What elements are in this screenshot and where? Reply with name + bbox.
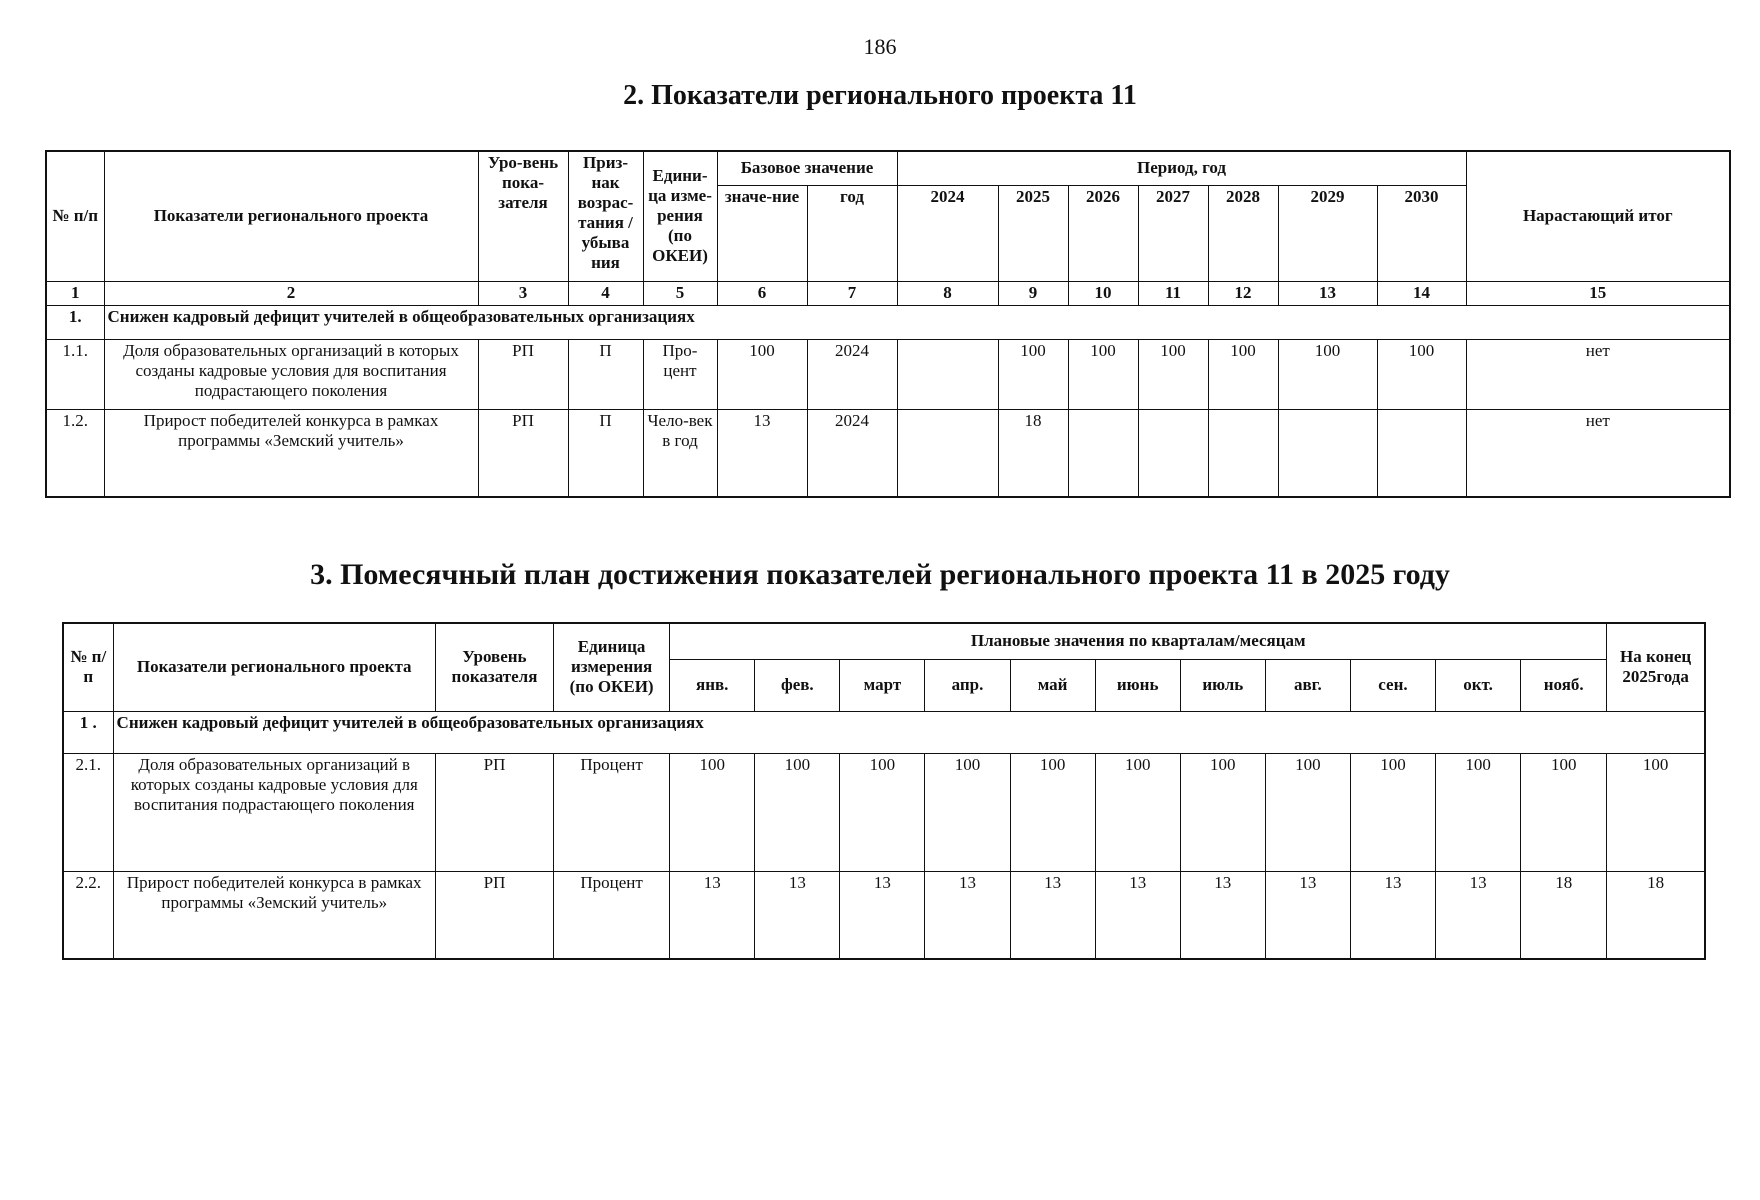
header-year: 2026 bbox=[1068, 185, 1138, 281]
row-unit: Про-цент bbox=[643, 339, 717, 409]
row-value-2024 bbox=[897, 409, 998, 497]
row-value-2030: 100 bbox=[1377, 339, 1466, 409]
section-2-title: 2. Показатели регионального проекта 11 bbox=[623, 80, 1137, 111]
row-num: 1.2. bbox=[46, 409, 104, 497]
row-month-value: 13 bbox=[925, 871, 1010, 959]
indicators-table bbox=[45, 150, 1731, 498]
table-row bbox=[63, 753, 1705, 871]
row-month-value: 100 bbox=[925, 753, 1010, 871]
row-month-value: 100 bbox=[1180, 753, 1265, 871]
row-sign: П bbox=[568, 339, 643, 409]
column-number: 11 bbox=[1138, 281, 1208, 305]
row-value-2029: 100 bbox=[1278, 339, 1377, 409]
row-unit: Процент bbox=[554, 871, 670, 959]
table-row bbox=[46, 409, 1730, 497]
table-row bbox=[63, 871, 1705, 959]
row-value-2027: 100 bbox=[1138, 339, 1208, 409]
row-month-value: 13 bbox=[1265, 871, 1350, 959]
row-month-value: 100 bbox=[1521, 753, 1607, 871]
header-cumulative: Нарастающий итог bbox=[1466, 151, 1730, 281]
row-level: РП bbox=[435, 753, 553, 871]
row-value-2024 bbox=[897, 339, 998, 409]
header-year: 2027 bbox=[1138, 185, 1208, 281]
row-month-value: 13 bbox=[1010, 871, 1095, 959]
row-sign: П bbox=[568, 409, 643, 497]
page-number: 186 bbox=[863, 34, 897, 59]
header-plan: Плановые значения по кварталам/месяцам bbox=[670, 623, 1607, 659]
row-month-value: 100 bbox=[840, 753, 925, 871]
column-number: 13 bbox=[1278, 281, 1377, 305]
header-unit: Едини-ца изме-рения (по ОКЕИ) bbox=[643, 151, 717, 281]
row-value-2029 bbox=[1278, 409, 1377, 497]
header-year: 2029 bbox=[1278, 185, 1377, 281]
header-month: сен. bbox=[1350, 659, 1435, 711]
row-cumulative: нет bbox=[1466, 409, 1730, 497]
row-level: РП bbox=[478, 339, 568, 409]
header-month: фев. bbox=[755, 659, 840, 711]
row-month-value: 100 bbox=[1010, 753, 1095, 871]
header-base-year: год bbox=[807, 185, 897, 281]
header-base-value: значе-ние bbox=[717, 185, 807, 281]
column-number: 9 bbox=[998, 281, 1068, 305]
row-unit: Процент bbox=[554, 753, 670, 871]
header-end: На конец 2025года bbox=[1607, 623, 1705, 711]
row-month-value: 100 bbox=[670, 753, 755, 871]
header-month: июнь bbox=[1095, 659, 1180, 711]
row-month-value: 13 bbox=[1436, 871, 1521, 959]
row-month-value: 13 bbox=[840, 871, 925, 959]
row-base-value: 13 bbox=[717, 409, 807, 497]
header-month: май bbox=[1010, 659, 1095, 711]
header-year: 2030 bbox=[1377, 185, 1466, 281]
row-level: РП bbox=[478, 409, 568, 497]
row-end-value: 100 bbox=[1607, 753, 1705, 871]
column-number: 15 bbox=[1466, 281, 1730, 305]
row-cumulative: нет bbox=[1466, 339, 1730, 409]
row-num: 1.1. bbox=[46, 339, 104, 409]
header-indicators: Показатели регионального проекта bbox=[104, 151, 478, 281]
header-level: Уро-вень пока-зателя bbox=[478, 151, 568, 281]
header-period: Период, год bbox=[897, 151, 1466, 185]
row-month-value: 100 bbox=[1350, 753, 1435, 871]
row-month-value: 13 bbox=[670, 871, 755, 959]
row-base-year: 2024 bbox=[807, 339, 897, 409]
row-month-value: 13 bbox=[1350, 871, 1435, 959]
row-name: Доля образовательных организаций в которых созданы кадровые условия для воспитания подрастающего поколения bbox=[104, 339, 478, 409]
column-number: 1 bbox=[46, 281, 104, 305]
row-value-2030 bbox=[1377, 409, 1466, 497]
column-number: 8 bbox=[897, 281, 998, 305]
group-num: 1. bbox=[46, 305, 104, 339]
row-month-value: 100 bbox=[1095, 753, 1180, 871]
header-unit: Единица измерения (по ОКЕИ) bbox=[554, 623, 670, 711]
group-title: Снижен кадровый дефицит учителей в общеобразовательных организациях bbox=[104, 305, 1730, 339]
header-year: 2024 bbox=[897, 185, 998, 281]
header-month: окт. bbox=[1436, 659, 1521, 711]
row-month-value: 100 bbox=[1436, 753, 1521, 871]
row-value-2025: 100 bbox=[998, 339, 1068, 409]
column-number: 14 bbox=[1377, 281, 1466, 305]
row-value-2028: 100 bbox=[1208, 339, 1278, 409]
column-number: 4 bbox=[568, 281, 643, 305]
header-level: Уровень показателя bbox=[435, 623, 553, 711]
row-month-value: 13 bbox=[1095, 871, 1180, 959]
row-month-value: 100 bbox=[755, 753, 840, 871]
monthly-plan-table bbox=[62, 622, 1706, 960]
column-number: 10 bbox=[1068, 281, 1138, 305]
row-value-2026 bbox=[1068, 409, 1138, 497]
header-month: март bbox=[840, 659, 925, 711]
column-number: 3 bbox=[478, 281, 568, 305]
column-number: 2 bbox=[104, 281, 478, 305]
header-month: авг. bbox=[1265, 659, 1350, 711]
group-num: 1 . bbox=[63, 711, 113, 753]
header-indicators: Показатели регионального проекта bbox=[113, 623, 435, 711]
column-number: 6 bbox=[717, 281, 807, 305]
row-name: Прирост победителей конкурса в рамках программы «Земский учитель» bbox=[104, 409, 478, 497]
column-number: 12 bbox=[1208, 281, 1278, 305]
header-sign: Приз-нак возрас-тания / убыва ния bbox=[568, 151, 643, 281]
header-month: нояб. bbox=[1521, 659, 1607, 711]
row-value-2026: 100 bbox=[1068, 339, 1138, 409]
row-name: Прирост победителей конкурса в рамках программы «Земский учитель» bbox=[113, 871, 435, 959]
header-month: янв. bbox=[670, 659, 755, 711]
row-value-2028 bbox=[1208, 409, 1278, 497]
header-year: 2025 bbox=[998, 185, 1068, 281]
row-base-value: 100 bbox=[717, 339, 807, 409]
row-month-value: 18 bbox=[1521, 871, 1607, 959]
row-num: 2.1. bbox=[63, 753, 113, 871]
header-num: № п/п bbox=[63, 623, 113, 711]
row-base-year: 2024 bbox=[807, 409, 897, 497]
row-value-2025: 18 bbox=[998, 409, 1068, 497]
row-unit: Чело-век в год bbox=[643, 409, 717, 497]
row-value-2027 bbox=[1138, 409, 1208, 497]
row-month-value: 13 bbox=[755, 871, 840, 959]
row-level: РП bbox=[435, 871, 553, 959]
header-base: Базовое значение bbox=[717, 151, 897, 185]
column-number: 7 bbox=[807, 281, 897, 305]
group-title: Снижен кадровый дефицит учителей в общеобразовательных организациях bbox=[113, 711, 1705, 753]
section-3-title: 3. Помесячный план достижения показателей регионального проекта 11 в 2025 году bbox=[310, 558, 1450, 591]
row-name: Доля образовательных организаций в которых созданы кадровые условия для воспитания подрастающего поколения bbox=[113, 753, 435, 871]
header-year: 2028 bbox=[1208, 185, 1278, 281]
header-num: № п/п bbox=[46, 151, 104, 281]
header-month: июль bbox=[1180, 659, 1265, 711]
column-number: 5 bbox=[643, 281, 717, 305]
row-num: 2.2. bbox=[63, 871, 113, 959]
row-end-value: 18 bbox=[1607, 871, 1705, 959]
row-month-value: 13 bbox=[1180, 871, 1265, 959]
table-row bbox=[46, 339, 1730, 409]
row-month-value: 100 bbox=[1265, 753, 1350, 871]
header-month: апр. bbox=[925, 659, 1010, 711]
